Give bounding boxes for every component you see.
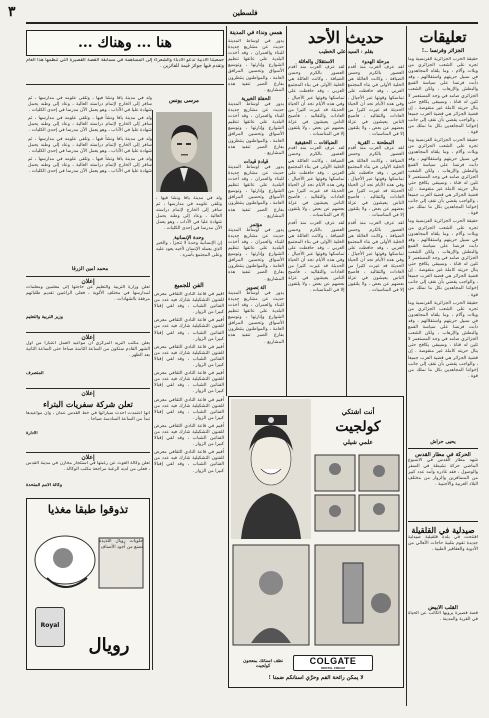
section-rule [26, 276, 150, 277]
huna-title: هنا ... وهناك ... [78, 35, 172, 51]
royal-ad [26, 498, 150, 670]
person-caption: مرسى يونس [168, 98, 199, 104]
notice-body: يعلن مكتب البريد المركزي أن مواعيد العمل اعتبارا من أول الشهر القادم ستكون من الساعة الثامنة صباحا حتى الساعة الثانية بعد الظهر . [26, 341, 150, 359]
notice-sign: المتصرف [26, 371, 44, 376]
tailqat-subtitle: الجزائر وفرنسا ..! [421, 48, 465, 54]
art-paragraph: أقيم في قاعة النادي الثقافي معرض للفنون التشكيلية شارك فيه عدد من الفنانين الشباب ، وقد لقي إقبالا كبيرا من الزوار . [154, 423, 224, 448]
notice-title: إعلان [81, 334, 95, 341]
notice-body: تعلن وكالة الغوث عن رغبتها في استئجار مخازن في مدينة القدس ، فعلى من لديه الرغبة مراجعة مكتب الوكالة . [26, 461, 150, 473]
hadith-paragraph: لقد عرف العرب منذ أقدم العصور بالكرم وحسن الضيافة ، وكانت العائلة هي الخلية الأولى في بناء المجتمع العربي ، وقد حافظت على تماسكها وقوتها عبر الأجيال ، وفي هذه الأيام نجد أن الحياة الحديثة قد غيرت كثيرا من العادات والتقاليد ، فأصبح الناس يعيشون في عزلة بعضهم عن بعض ، ولا يلتقون إلا في المناسبات . [347, 146, 404, 219]
city-title: همس ونداء في المدينة [229, 30, 283, 36]
bio-paragraph: ولد في مدينة يافا ونشأ فيها ، وتلقى علومه في مدارسها ، ثم سافر إلى الخارج لإتمام دراسته العالية ، وعاد إلى وطنه يحمل شهادة عليا في الآداب ، وهو يعمل الآن مدرسا في إحدى الكليات . [28, 116, 152, 134]
art-paragraph: أقيم في قاعة النادي الثقافي معرض للفنون التشكيلية شارك فيه عدد من الفنانين الشباب ، وقد لقي إقبالا كبيرا من الزوار . [154, 450, 224, 474]
notice-body: تعلن وزارة التربية والتعليم عن حاجتها إلى معلمين ومعلمات لمدارسها في مختلف الألوية ، فعلى الراغبين تقديم طلباتهم مرفقة بالشهادات . [26, 285, 150, 303]
city-subhead: آلة تصوير [246, 284, 266, 291]
column-rule [226, 26, 227, 396]
tailqat-paragraph: حقيقة الحرب الجزائرية الفرنسية وما تجره على الشعب الجزائري من ويلات وآلام ، وما يلقاه المجاهدون في سبيل حريتهم واستقلالهم ، وقد دأبت فرنسا على سياسة القمع والبطش والإرهاب ، ولكن الشعب الجزائري صامد في وجه المستعمر لا تلين له قناة ، وسيبقى يكافح حتى ينال حريته كاملة غير منقوصة . إن قضية الجزائر هي قضية العرب جميعا ، والواجب يقضي بأن نقف إلى جانب إخواننا المجاهدين بكل ما نملك من قوة . [408, 300, 478, 379]
notice-sign: وزير التربية والتعليم [26, 315, 63, 320]
colgate-tagline: علمي شيلي [343, 439, 373, 446]
hadith-byline: بقلم : السيد علي الخطيب [318, 49, 374, 55]
art-paragraph: أقيم في قاعة النادي الثقافي معرض للفنون التشكيلية شارك فيه عدد من الفنانين الشباب ، وقد لقي إقبالا كبيرا من الزوار . [154, 397, 224, 421]
pharmacy-heading: صيدلية في القلقيلة [411, 525, 475, 535]
colgate-ad [228, 396, 404, 688]
hadith-paragraph: لقد عرف العرب منذ أقدم العصور بالكرم وحسن الضيافة ، وكانت العائلة هي الخلية الأولى في بناء المجتمع العربي ، وقد حافظت على تماسكها وقوتها عبر الأجيال ، وفي هذه الأيام نجد أن الحياة الحديثة قد غيرت كثيرا من العادات والتقاليد ، فأصبح الناس يعيشون في عزلة بعضهم عن بعض ، ولا يلتقون إلا في المناسبات . [288, 221, 345, 294]
notice-sign: الادارة [26, 431, 38, 436]
hadith-title: حديث الأحد [308, 28, 384, 47]
white-heart-body: قصة قصيرة يرويها الكاتب عن الحياة في القرية والمدينة . [408, 611, 478, 623]
colgate-panels [313, 453, 401, 533]
tailqat-author: يحيى حراش [430, 439, 456, 445]
notice-3 [26, 390, 150, 450]
colgate-brand: COLGATE [309, 656, 357, 666]
hadith-paragraph: لقد عرف العرب منذ أقدم العصور بالكرم وحسن الضيافة ، وكانت العائلة هي الخلية الأولى في بناء المجتمع العربي ، وقد حافظت على تماسكها وقوتها عبر الأجيال ، وفي هذه الأيام نجد أن الحياة الحديثة قد غيرت كثيرا من العادات والتقاليد ، فأصبح الناس يعيشون في عزلة بعضهم عن بعض ، ولا يلتقون إلا في المناسبات . [347, 221, 404, 294]
royal-brand: رويال [88, 635, 130, 656]
paper-name: فلسطين [232, 8, 258, 17]
city-paragraph: يدور في أوساط المدينة حديث عن مشاريع جديدة للبناء والعمران ، وقد أخذت البلدية على عاتقها تنظيم الشوارع وإنارتها ، وتوسيع الأسواق وتحسين المرافق العامة ، والمواطنون ينتظرون بفارغ الصبر تنفيذ هذه المشاريع . [228, 101, 284, 156]
colgate-headline: أنت اشتكي [341, 407, 375, 416]
section-rule [26, 452, 150, 453]
column-rule [286, 26, 287, 396]
art-paragraph: أقيم في قاعة النادي الثقافي معرض للفنون التشكيلية شارك فيه عدد من الفنانين الشباب ، وقد لقي إقبالا كبيرا من الزوار . [154, 292, 224, 316]
city-paragraph: يدور في أوساط المدينة حديث عن مشاريع جديدة للبناء والعمران ، وقد أخذت البلدية على عاتقها تنظيم الشوارع وإنارتها ، وتوسيع الأسواق وتحسين المرافق العامة ، والمواطنون ينتظرون بفارغ الصبر تنفيذ هذه المشاريع . [228, 164, 284, 219]
hadith-paragraph: لقد عرف العرب منذ أقدم العصور بالكرم وحسن الضيافة ، وكانت العائلة هي الخلية الأولى في بناء المجتمع العربي ، وقد حافظت على تماسكها وقوتها عبر الأجيال ، وفي هذه الأيام نجد أن الحياة الحديثة قد غيرت كثيرا من العادات والتقاليد ، فأصبح الناس يعيشون في عزلة بعضهم عن بعض ، ولا يلتقون إلا في المناسبات . [288, 65, 345, 138]
airport-heading: الحركة في مطار القدس [415, 452, 471, 458]
city-paragraph: يدور في أوساط المدينة حديث عن مشاريع جديدة للبناء والعمران ، وقد أخذت البلدية على عاتقها تنظيم الشوارع وإنارتها ، وتوسيع الأسواق وتحسين المرافق العامة ، والمواطنون ينتظرون بفارغ الصبر تنفيذ هذه المشاريع . [228, 227, 284, 282]
bio-author: محمد أمين الزرقا [71, 266, 109, 272]
colgate-tube [293, 655, 373, 671]
tailqat-body [408, 57, 478, 437]
airport-body: شهد مطار القدس في الأسبوع الماضي حركة نشيطة في السفر والوصول ، فقد غادره وأمه عدد كبير من المسافرين والزوار من مختلف البلاد العربية والأجنبية . [408, 458, 478, 488]
white-heart-heading: القلب الأبيض [428, 605, 458, 611]
city-subhead: قيادة قيدات [243, 158, 269, 165]
pharmacy-body: افتتحت في بلدة قلقيلية صيدلية جديدة تقوم بتلبية حاجات الأهالي من الأدوية والعقاقير الطبية . [408, 535, 478, 553]
hadith-subhead: مرحلة الهدوء [362, 59, 390, 65]
huna-intro: جمعيتنا الأدبية تدعو الأدباء والشعراء إلى المساهمة في مسابقة القصة القصيرة التي تنظمها هذا العام وتقدم فيها جوائز قيمة للفائزين . [26, 58, 224, 70]
bio-paragraph: إن الإنسانية وحدة لا تتجزأ ، والخير الذي يعمله الإنسان لأخيه يعود عليه وعلى المجتمع بأسره . [156, 240, 222, 258]
notice-1 [26, 278, 150, 330]
hadith-text-col [288, 59, 345, 379]
city-paragraph: يدور في أوساط المدينة حديث عن مشاريع جديدة للبناء والعمران ، وقد أخذت البلدية على عاتقها تنظيم الشوارع وإنارتها ، وتوسيع الأسواق وتحسين المرافق العامة ، والمواطنون ينتظرون بفارغ الصبر تنفيذ هذه المشاريع . [228, 39, 284, 93]
colgate-scenes [231, 543, 403, 653]
tailqat-title: تعليقات [419, 28, 467, 46]
person-bio-right [156, 196, 222, 266]
city-column [228, 24, 284, 396]
person-bio [28, 96, 152, 266]
city-body [228, 39, 284, 389]
royal-can [35, 607, 65, 647]
art-column [154, 282, 224, 670]
city-subhead: مؤتمر [249, 221, 263, 228]
colgate-subline: كولجيت [335, 419, 381, 435]
art-title: الفن للجميع [174, 282, 204, 289]
art-paragraph: أقيم في قاعة النادي الثقافي معرض للفنون التشكيلية شارك فيه عدد من الفنانين الشباب ، وقد لقي إقبالا كبيرا من الزوار . [154, 371, 224, 395]
tailqat-paragraph: حقيقة الحرب الجزائرية الفرنسية وما تجره على الشعب الجزائري من ويلات وآلام ، وما يلقاه المجاهدون في سبيل حريتهم واستقلالهم ، وقد دأبت فرنسا على سياسة القمع والبطش والإرهاب ، ولكن الشعب الجزائري صامد في وجه المستعمر لا تلين له قناة ، وسيبقى يكافح حتى ينال حريته كاملة غير منقوصة . إن قضية الجزائر هي قضية العرب جميعا ، والواجب يقضي بأن نقف إلى جانب إخواننا المجاهدين بكل ما نملك من قوة . [408, 57, 478, 136]
city-subhead: الحفلة الخيرية [241, 95, 271, 102]
tailqat-paragraph: حقيقة الحرب الجزائرية الفرنسية وما تجره على الشعب الجزائري من ويلات وآلام ، وما يلقاه المجاهدون في سبيل حريتهم واستقلالهم ، وقد دأبت فرنسا على سياسة القمع والبطش والإرهاب ، ولكن الشعب الجزائري صامد في وجه المستعمر لا تلين له قناة ، وسيبقى يكافح حتى ينال حريته كاملة غير منقوصة . إن قضية الجزائر هي قضية العرب جميعا ، والواجب يقضي بأن نقف إلى جانب إخواننا المجاهدين بكل ما نملك من قوة . [408, 138, 478, 217]
section-rule [26, 332, 150, 333]
art-paragraph: أقيم في قاعة النادي الثقافي معرض للفنون التشكيلية شارك فيه عدد من الفنانين الشباب ، وقد لقي إقبالا كبيرا من الزوار . [154, 344, 224, 369]
bio-paragraph: ولد في مدينة يافا ونشأ فيها ، وتلقى علومه في مدارسها ، ثم سافر إلى الخارج لإتمام دراسته العالية ، وعاد إلى وطنه يحمل شهادة عليا في الآداب ، وهو يعمل الآن مدرسا في إحدى الكليات . [156, 196, 222, 232]
humanity-heading: وحدة الإنسانية [174, 234, 204, 241]
notice-4 [26, 454, 150, 494]
royal-text: حلويات رويال اللذيذة تصنع من أجود الأصناف [99, 539, 143, 551]
colgate-woman-illustration [231, 399, 311, 539]
bio-paragraph: ولد في مدينة يافا ونشأ فيها ، وتلقى علومه في مدارسها ، ثم سافر إلى الخارج لإتمام دراسته العالية ، وعاد إلى وطنه يحمل شهادة عليا في الآداب ، وهو يعمل الآن مدرسا في إحدى الكليات . [28, 136, 152, 154]
tailqat-column [408, 24, 478, 704]
section-rule [26, 388, 150, 389]
notice-body: أنها اعتمدت أحدث سياراتها في خط القدس عمان ، وأن مواعيدها تبدأ من الساعة السادسة صباحا . [26, 411, 150, 423]
notice-title: إعلان [81, 390, 95, 397]
bio-paragraph: ولد في مدينة يافا ونشأ فيها ، وتلقى علومه في مدارسها ، ثم سافر إلى الخارج لإتمام دراسته العالية ، وعاد إلى وطنه يحمل شهادة عليا في الآداب ، وهو يعمل الآن مدرسا في إحدى الكليات . [28, 96, 152, 114]
hadith-text-col [348, 59, 405, 379]
hadith-paragraph: لقد عرف العرب منذ أقدم العصور بالكرم وحسن الضيافة ، وكانت العائلة هي الخلية الأولى في بناء المجتمع العربي ، وقد حافظت على تماسكها وقوتها عبر الأجيال ، وفي هذه الأيام نجد أن الحياة الحديثة قد غيرت كثيرا من العادات والتقاليد ، فأصبح الناس يعيشون في عزلة بعضهم عن بعض ، ولا يلتقون إلا في المناسبات . [288, 146, 345, 219]
notice-title: إعلان [81, 454, 95, 461]
city-paragraph: يدور في أوساط المدينة حديث عن مشاريع جديدة للبناء والعمران ، وقد أخذت البلدية على عاتقها تنظيم الشوارع وإنارتها ، وتوسيع الأسواق وتحسين المرافق العامة ، والمواطنون ينتظرون بفارغ الصبر تنفيذ هذه المشاريع . [228, 290, 284, 345]
hadith-subhead: المطحنة .. القرية [357, 140, 395, 147]
colgate-product: DENTAL CREAM [321, 666, 345, 670]
person-photo [156, 112, 212, 192]
hadith-subhead: الضيافات .. الحقيقية [294, 140, 338, 147]
column-rule [406, 26, 407, 706]
colgate-footer: نظف أسنانك بمعجون كولجيت [242, 659, 284, 669]
notice-title: إعلان [81, 278, 95, 285]
art-paragraph: أقيم في قاعة النادي الثقافي معرض للفنون التشكيلية شارك فيه عدد من الفنانين الشباب ، وقد لقي إقبالا كبيرا من الزوار . [154, 318, 224, 342]
hadith-column [288, 24, 404, 396]
royal-slogan: تذوقوا طبقا مغذيا [47, 503, 129, 516]
notice-headline: تعلن شركة سفريات البتراء [43, 399, 133, 409]
page-number: ٣ [8, 4, 16, 20]
bio-paragraph: ولد في مدينة يافا ونشأ فيها ، وتلقى علومه في مدارسها ، ثم سافر إلى الخارج لإتمام دراسته العالية ، وعاد إلى وطنه يحمل شهادة عليا في الآداب ، وهو يعمل الآن مدرسا في إحدى الكليات . [28, 156, 152, 175]
royal-can-label: Royal [40, 622, 60, 629]
tailqat-paragraph: حقيقة الحرب الجزائرية الفرنسية وما تجره على الشعب الجزائري من ويلات وآلام ، وما يلقاه المجاهدون في سبيل حريتهم واستقلالهم ، وقد دأبت فرنسا على سياسة القمع والبطش والإرهاب ، ولكن الشعب الجزائري صامد في وجه المستعمر لا تلين له قناة ، وسيبقى يكافح حتى ينال حريته كاملة غير منقوصة . إن قضية الجزائر هي قضية العرب جميعا ، والواجب يقضي بأن نقف إلى جانب إخواننا المجاهدين بكل ما نملك من قوة . [408, 219, 478, 298]
hadith-subhead: الاستقلال والعائلة [298, 59, 335, 65]
notice-sign: وكالة الأمم المتحدة [26, 483, 63, 488]
notice-2 [26, 334, 150, 386]
column-rule [152, 110, 153, 670]
section-rule [26, 84, 224, 85]
huna-banner [26, 30, 224, 56]
colgate-bottom-line: لا يمكن رائحة الفم وحرّي أسنانكم ضمنا ! [268, 675, 364, 681]
hadith-paragraph: لقد عرف العرب منذ أقدم العصور بالكرم وحسن الضيافة ، وكانت العائلة هي الخلية الأولى في بناء المجتمع العربي ، وقد حافظت على تماسكها وقوتها عبر الأجيال ، وفي هذه الأيام نجد أن الحياة الحديثة قد غيرت كثيرا من العادات والتقاليد ، فأصبح الناس يعيشون في عزلة بعضهم عن بعض ، ولا يلتقون إلا في المناسبات . [347, 65, 404, 138]
art-body [154, 292, 224, 662]
